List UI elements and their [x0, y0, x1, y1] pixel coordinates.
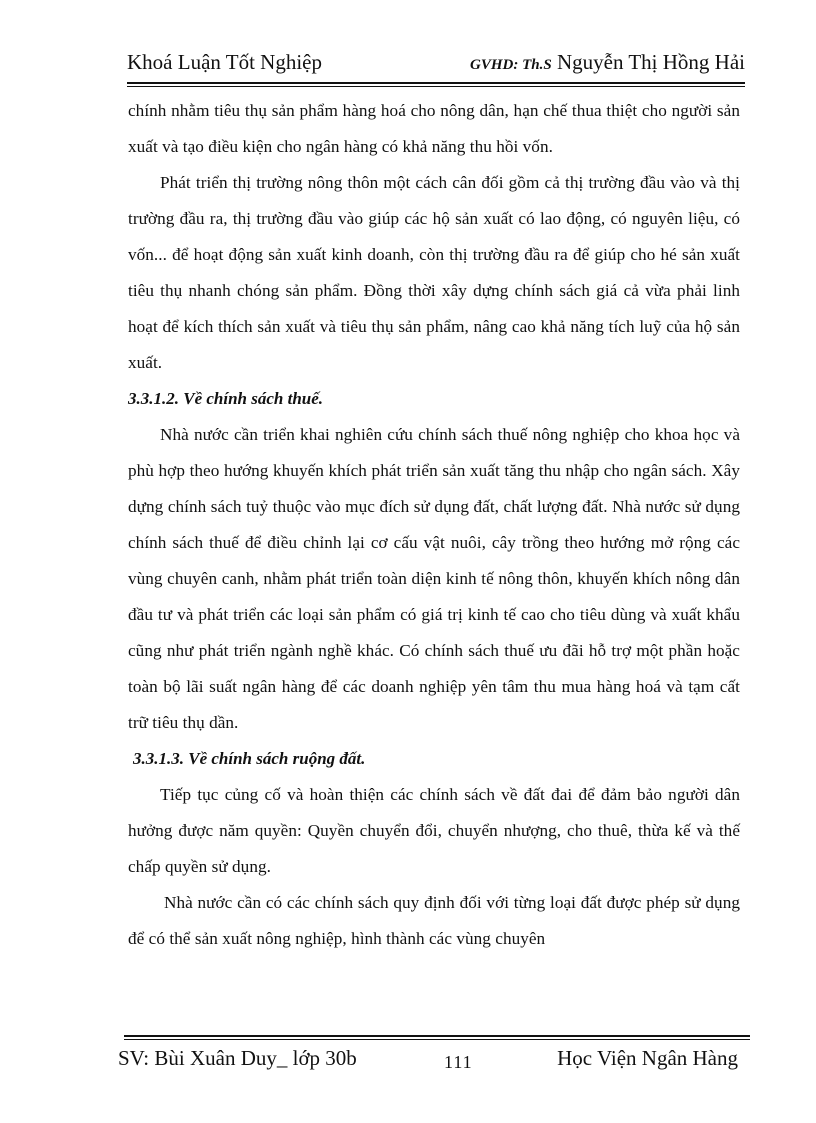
header-rule [127, 82, 745, 87]
thesis-title: Khoá Luận Tốt Nghiệp [127, 50, 322, 74]
page-footer [118, 1035, 750, 1075]
paragraph-4: Tiếp tục củng cố và hoàn thiện các chính sách về đất đai để đảm bảo người dân hưởng được năm quyền: Quyền chuyển đổi, chuyển nhượng, cho thuê, thừa kế và thế chấp quyền sử dụng. [128, 785, 740, 876]
advisor-name: Nguyễn Thị Hồng Hải [556, 50, 745, 74]
advisor-prefix: GVHD: Th.S [470, 57, 552, 73]
section-heading-tax: 3.3.1.2. Về chính sách thuế. [128, 389, 324, 408]
section-heading-land: 3.3.1.3. Về chính sách ruộng đất. [133, 749, 366, 768]
paragraph-2: Phát triển thị trường nông thôn một cách cân đối gồm cả thị trường đầu vào và thị trường đầu ra, thị trường đầu vào giúp các hộ sản xuất có lao động, có nguyên liệu, có vốn... để hoạt động sản xuất kinh doanh, còn thị trường đầu ra để giúp cho hé sản xuất tiêu thụ nhanh chóng sản phẩm. Đồng thời xây dựng chính sách giá cả vừa phải linh hoạt để kích thích sản xuất và tiêu thụ sản phẩm, nâng cao khả năng tích luỹ của hộ sản xuất. [128, 173, 740, 372]
paragraph-3: Nhà nước cần triển khai nghiên cứu chính sách thuế nông nghiệp cho khoa học và phù hợp theo hướng khuyến khích phát triển sản xuất tăng thu nhập cho ngân sách. Xây dựng chính sách tuỷ thuộc vào mục đích sử dụng đất, chất lượng đất. Nhà nước sử dụng chính sách thuế để điều chỉnh lại cơ cấu vật nuôi, cây trồng theo hướng mở rộng các vùng chuyên canh, nhằm phát triển toàn diện kinh tế nông thôn, khuyến khích nông dân đầu tư và phát triển các loại sản phẩm có giá trị kinh tế cao cho tiêu dùng và xuất khẩu cũng như phát triển ngành nghề khác. Có chính sách thuế ưu đãi hỗ trợ một phần hoặc toàn bộ lãi suất ngân hàng để các doanh nghiệp yên tâm thu mua hàng hoá và tạm cất trữ tiêu thụ dần. [128, 425, 740, 732]
institution: Học Viện Ngân Hàng [557, 1046, 738, 1070]
advisor [470, 50, 745, 75]
page-body [128, 93, 740, 957]
paragraph-1: chính nhằm tiêu thụ sản phẩm hàng hoá cho nông dân, hạn chế thua thiệt cho người sản xuất và tạo điều kiện cho ngân hàng có khả năng thu hồi vốn. [128, 101, 740, 156]
page-header [127, 48, 745, 82]
page-number: 111 [444, 1052, 473, 1072]
paragraph-5: Nhà nước cần có các chính sách quy định đối với từng loại đất được phép sử dụng để có thể sản xuất nông nghiệp, hình thành các vùng chuyên [128, 893, 740, 948]
footer-rule [124, 1035, 750, 1040]
student-info: SV: Bùi Xuân Duy_ lớp 30b [118, 1046, 357, 1070]
